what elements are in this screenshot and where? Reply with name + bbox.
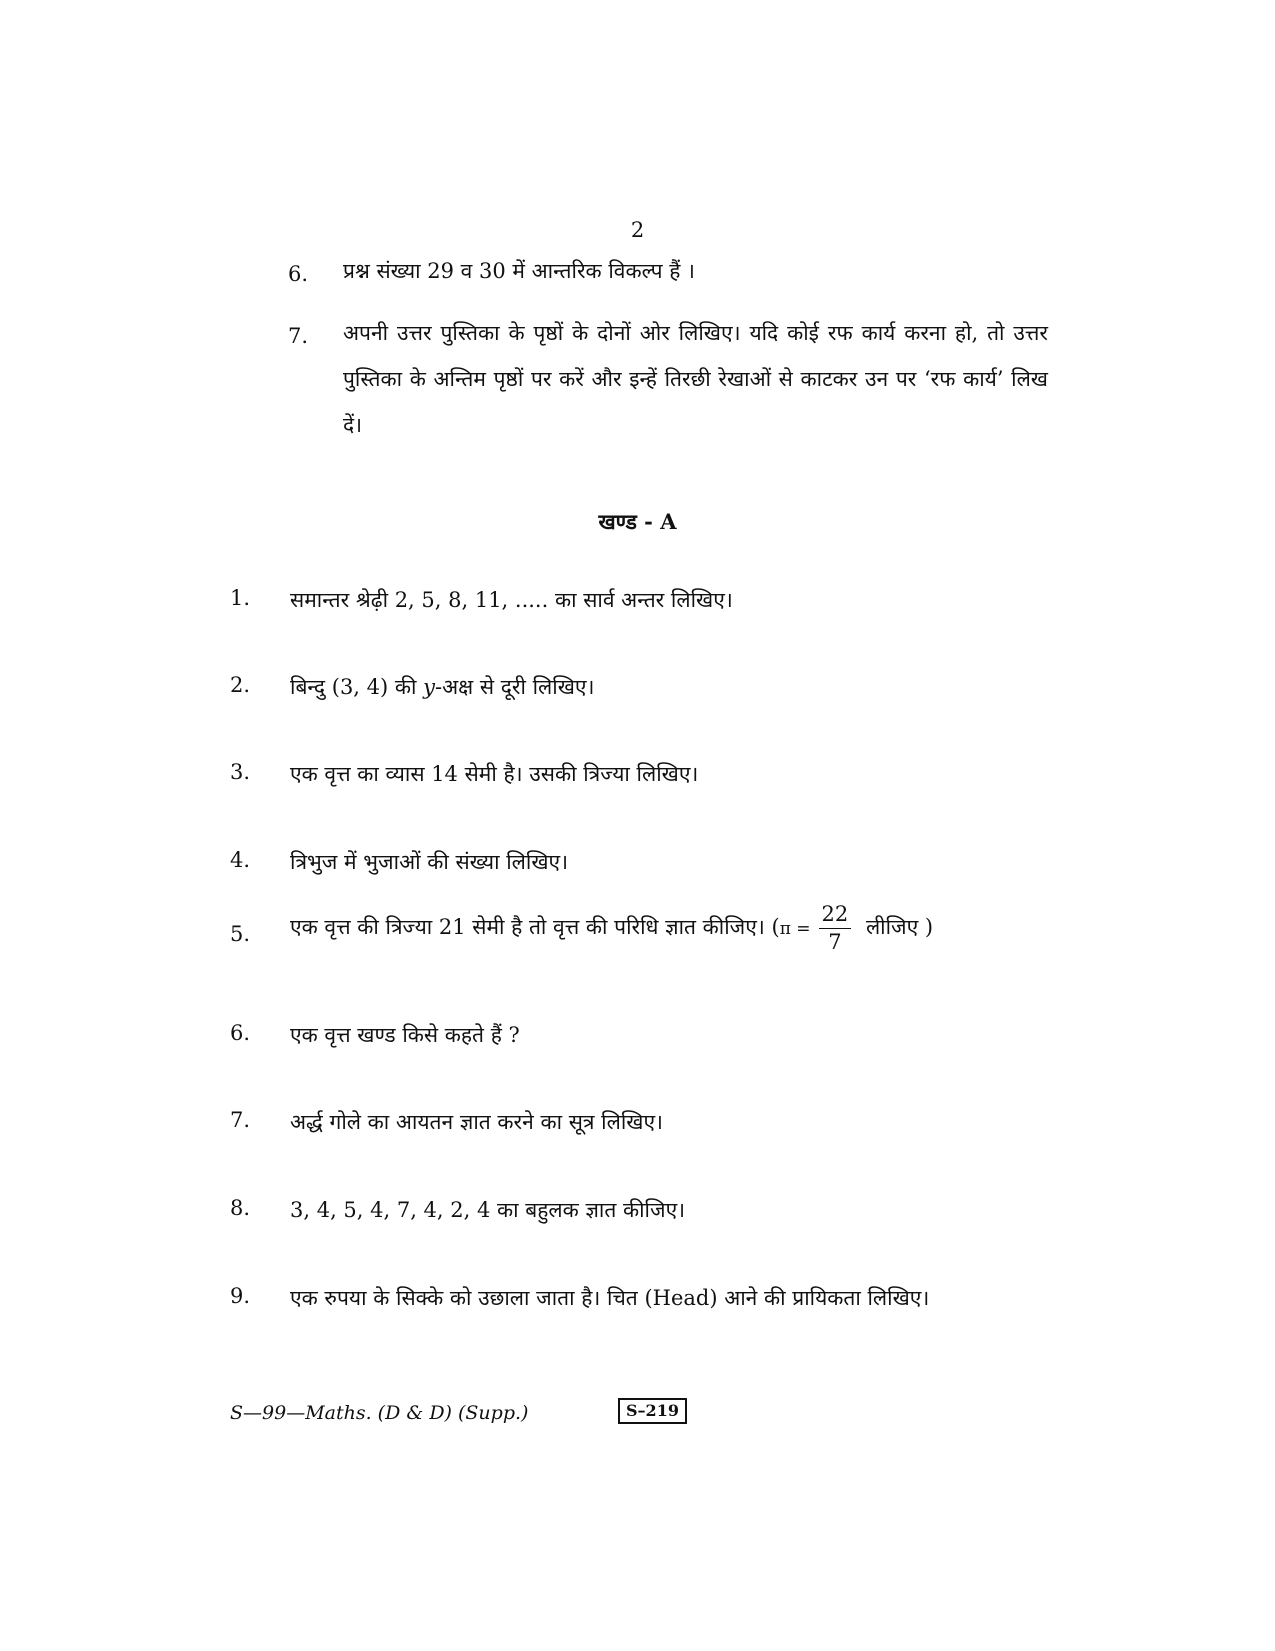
footer-set-code: S–219: [618, 1398, 687, 1424]
question-text: समान्तर श्रेढ़ी 2, 5, 8, 11, ..... का सार्व अन्तर लिखिए।: [290, 588, 733, 612]
instruction-number: 6.: [288, 262, 309, 286]
question-text: एक वृत्त का व्यास 14 सेमी है। उसकी त्रिज्या लिखिए।: [290, 762, 699, 786]
question-number: 7.: [230, 1108, 251, 1132]
pi-fraction: $\frac{22}{7}$: [819, 903, 852, 954]
question-text: 3, 4, 5, 4, 7, 4, 2, 4 का बहुलक ज्ञात कीजिए।: [290, 1198, 686, 1222]
instruction-text: प्रश्न संख्या 29 व 30 में आन्तरिक विकल्प हैं ।: [343, 259, 695, 283]
question-text: अर्द्ध गोले का आयतन ज्ञात करने का सूत्र लिखिए।: [290, 1110, 664, 1134]
question-number: 3.: [230, 760, 251, 784]
question-number: 6.: [230, 1021, 251, 1045]
question-text: एक वृत्त खण्ड किसे कहते हैं ?: [290, 1023, 520, 1047]
question-text: बिन्दु (3, 4) की y-अक्ष से दूरी लिखिए।: [290, 675, 595, 699]
page-number: 2: [630, 218, 645, 242]
section-heading: खण्ड - A: [598, 509, 677, 534]
instruction-text: अपनी उत्तर पुस्तिका के पृष्ठों के दोनों ओर लिखिए। यदि कोई रफ कार्य करना हो, तो उत्तर पुस्तिका के अन्तिम पृष्ठों पर करें और इन्हें तिरछी रेखाओं से काटकर उन पर ‘रफ कार्य’ लिख दें।: [343, 321, 1048, 437]
question-text: त्रिभुज में भुजाओं की संख्या लिखिए।: [290, 850, 569, 874]
question-number: 8.: [230, 1196, 251, 1220]
footer-paper-code: S—99—Maths. (D & D) (Supp.): [230, 1402, 529, 1424]
question-number: 4.: [230, 848, 251, 872]
question-number: 1.: [230, 586, 251, 610]
instruction-number: 7.: [288, 324, 309, 348]
question-number: 2.: [230, 673, 251, 697]
question-text: एक वृत्त की त्रिज्या 21 सेमी है तो वृत्त की परिधि ज्ञात कीजिए। (π = $\frac{22}{7}$ लीजिए ): [290, 902, 934, 955]
question-number: 9.: [230, 1284, 251, 1308]
question-number: 5.: [230, 922, 251, 946]
question-text: एक रुपया के सिक्के को उछाला जाता है। चित (Head) आने की प्रायिकता लिखिए।: [290, 1286, 930, 1310]
